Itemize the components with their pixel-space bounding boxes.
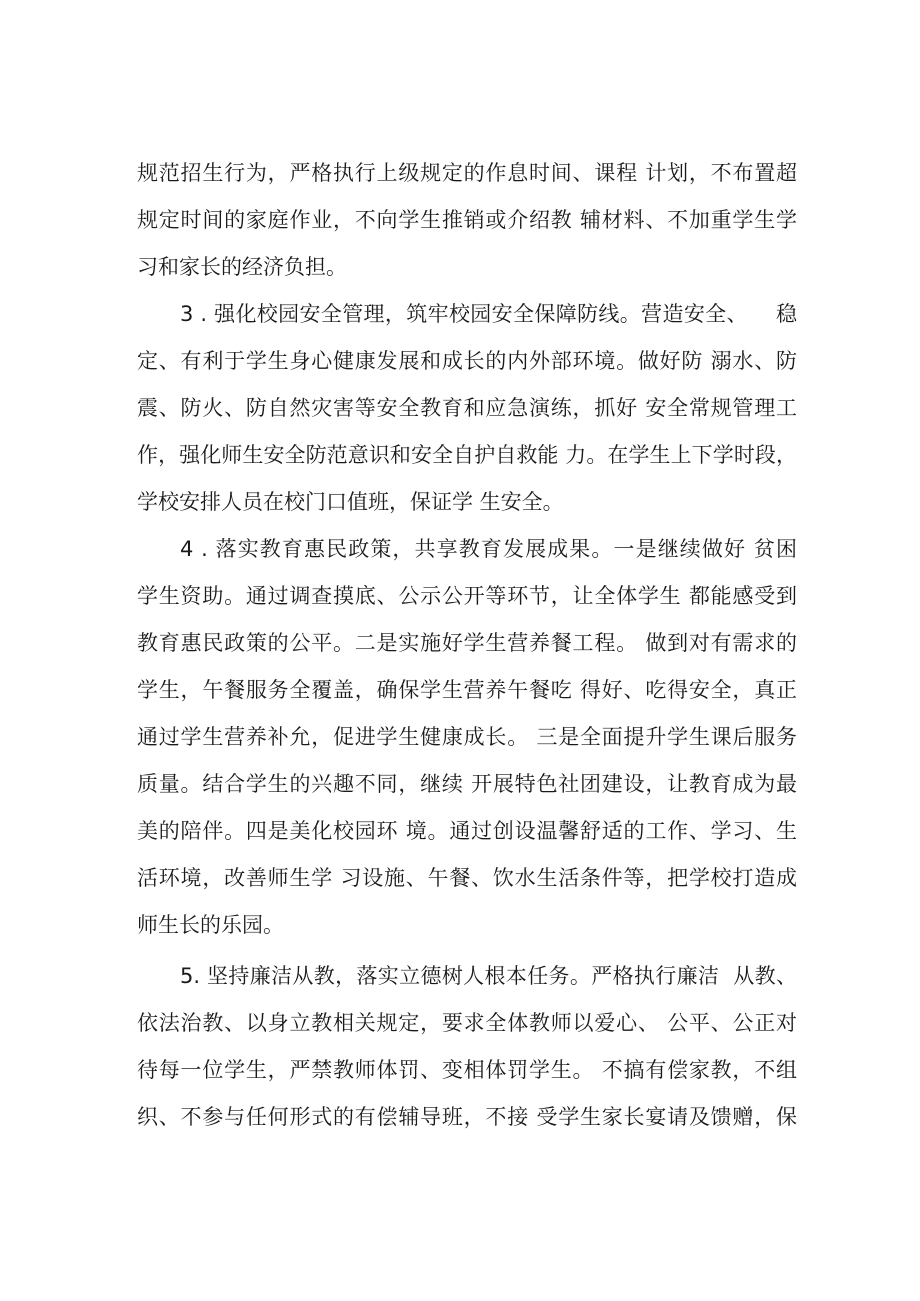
text-line: 规定时间的家庭作业，不向学生推销或介绍教 辅材料、不加重学生学 xyxy=(137,208,797,232)
text-line: 4 . 落实教育惠民政策，共享教育发展成果。一是继续做好 贫困 xyxy=(180,537,797,561)
text-line: 震、防火、防自然灾害等安全教育和应急演练，抓好 安全常规管理工 xyxy=(137,396,797,420)
text-line: 师生长的乐园。 xyxy=(137,913,284,937)
text-line: 教育惠民政策的公平。二是实施好学生营养餐工程。 做到对有需求的 xyxy=(137,631,797,655)
text-line: 学生，午餐服务全覆盖，确保学生营养午餐吃 得好、吃得安全，真正 xyxy=(137,678,797,702)
text-line: 活环境，改善师生学 习设施、午餐、饮水生活条件等，把学校打造成 xyxy=(137,866,797,890)
text-line: 定、有利于学生身心健康发展和成长的内外部环境。做好防 溺水、防 xyxy=(137,349,797,373)
text-line: 5. 坚持廉洁从教，落实立德树人根本任务。严格执行廉洁 从教、 xyxy=(180,964,797,988)
text-line: 习和家长的经济负担。 xyxy=(137,255,347,279)
text-line: 规范招生行为，严格执行上级规定的作息时间、课程 计划，不布置超 xyxy=(137,161,797,185)
text-line: 通过学生营养补允，促进学生健康成长。 三是全面提升学生课后服务 xyxy=(137,725,797,749)
text-line: 织、不参与任何形式的有偿辅导班，不接 受学生家长宴请及馈赠，保 xyxy=(137,1105,797,1129)
text-line: 质量。结合学生的兴趣不同，继续 开展特色社团建设，让教育成为最 xyxy=(137,772,797,796)
text-line: 美的陪伴。四是美化校园环 境。通过创设温馨舒适的工作、学习、生 xyxy=(137,819,797,843)
text-line: 作，强化师生安全防范意识和安全自护自救能 力。在学生上下学时段， xyxy=(137,443,797,467)
text-line: 待每一位学生，严禁教师体罚、变相体罚学生。 不搞有偿家教，不组 xyxy=(137,1058,797,1082)
text-line: 学生资助。通过调查摸底、公示公开等环节，让全体学生 都能感受到 xyxy=(137,584,797,608)
text-line: 学校安排人员在校门口值班，保证学 生安全。 xyxy=(137,490,564,514)
text-line: 3 . 强化校园安全管理，筑牢校园安全保障防线。营造安全、 稳 xyxy=(180,302,797,326)
text-line: 依法治教、以身立教相关规定，要求全体教师以爱心、 公平、公正对 xyxy=(137,1011,797,1035)
